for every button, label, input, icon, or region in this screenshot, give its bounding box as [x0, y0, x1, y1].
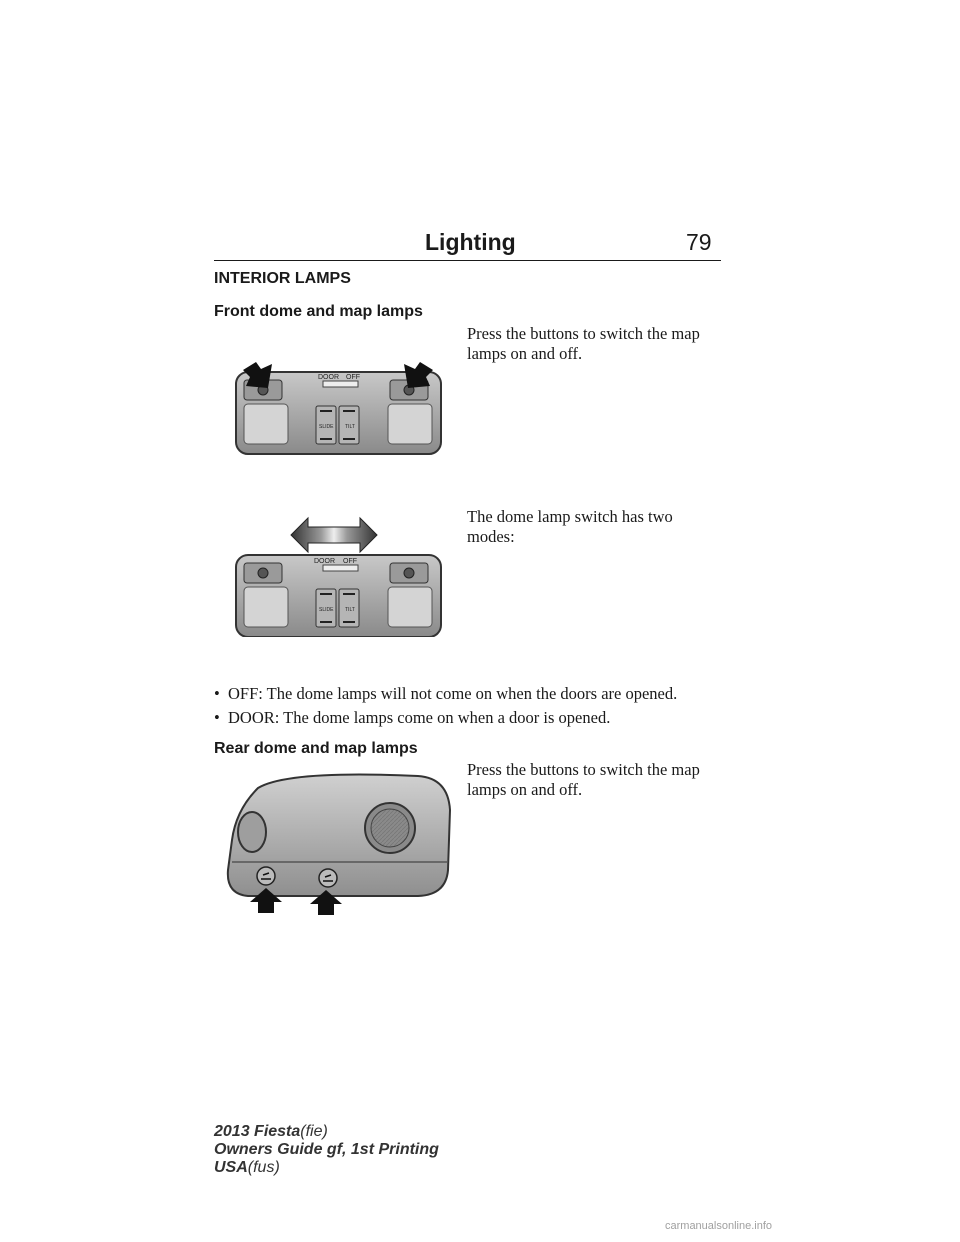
double-arrow-icon [291, 518, 377, 552]
header-divider [214, 260, 721, 261]
footer-region: USA [214, 1159, 248, 1176]
dome-switch-icon [323, 381, 358, 387]
slide-label: SLIDE [319, 424, 334, 430]
footer-guide: Owners Guide gf, 1st Printing [214, 1141, 439, 1158]
rear-console-figure [218, 770, 454, 915]
rear-text: Press the buttons to switch the map lamps on and off. [467, 760, 700, 799]
bullet-off: • OFF: The dome lamps will not come on when the doors are opened. [214, 684, 678, 703]
dome-switch-figure [228, 515, 448, 637]
off-label-2: OFF [343, 558, 357, 565]
section-title: INTERIOR LAMPS [214, 270, 351, 287]
rear-left-map-button-icon [257, 867, 275, 885]
door-label: DOOR [318, 374, 339, 381]
footer-block [214, 1123, 439, 1177]
footer-model: 2013 Fiesta [214, 1123, 301, 1140]
rear-right-map-button-icon [319, 869, 337, 887]
footer-region-code: (fus) [247, 1159, 280, 1176]
front-text-1: Press the buttons to switch the map lamps on and off. [467, 324, 700, 363]
watermark: carmanualsonline.info [665, 1220, 773, 1232]
footer-model-code: (fie) [300, 1123, 328, 1140]
rear-lamps-heading: Rear dome and map lamps [214, 740, 418, 757]
tilt-label: TILT [345, 424, 355, 430]
rear-lamp-lens-icon [238, 812, 266, 852]
chapter-title: Lighting [425, 229, 516, 255]
off-label: OFF [346, 374, 360, 381]
door-label-2: DOOR [314, 558, 335, 565]
front-console-figure [228, 358, 448, 458]
tilt-label-2: TILT [345, 607, 355, 613]
bullet-door: • DOOR: The dome lamps come on when a door is opened. [214, 708, 611, 727]
front-lamps-heading: Front dome and map lamps [214, 303, 423, 320]
front-text-2: The dome lamp switch has two modes: [467, 507, 673, 546]
slide-label-2: SLIDE [319, 607, 334, 613]
page-number: 79 [686, 229, 712, 255]
